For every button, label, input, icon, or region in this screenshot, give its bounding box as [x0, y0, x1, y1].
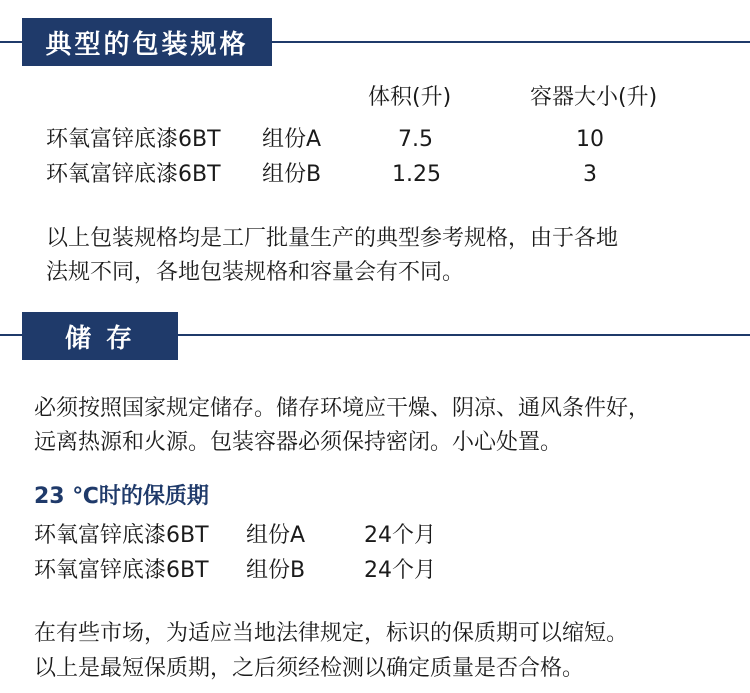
row2-volume: 1.25	[392, 162, 441, 187]
shelf-row1-period: 24个月	[364, 523, 436, 548]
shelf-row1-component: 组份A	[246, 523, 306, 548]
shelf-row2-product: 环氧富锌底漆6BT	[34, 558, 209, 583]
packaging-note-line2: 法规不同，各地包装规格和容量会有不同。	[46, 260, 465, 285]
header-volume: 体积(升)	[368, 85, 452, 110]
row1-component: 组份A	[262, 127, 322, 152]
row1-product: 环氧富锌底漆6BT	[46, 127, 221, 152]
row1-container: 10	[576, 127, 604, 152]
packaging-note-line1: 以上包装规格均是工厂批量生产的典型参考规格，由于各地	[46, 226, 619, 251]
storage-para-line1: 必须按照国家规定储存。储存环境应干燥、阴凉、通风条件好，	[34, 396, 651, 421]
row2-component: 组份B	[262, 162, 322, 187]
row1-volume: 7.5	[398, 127, 433, 152]
shelf-row1-product: 环氧富锌底漆6BT	[34, 523, 209, 548]
shelf-row2-component: 组份B	[246, 558, 306, 583]
shelf-life-title: 23 ℃时的保质期	[34, 484, 209, 509]
shelf-note-line2: 以上是最短保质期，之后须经检测以确定质量是否合格。	[34, 656, 585, 681]
shelf-note-line1: 在有些市场，为适应当地法律规定，标识的保质期可以缩短。	[34, 621, 629, 646]
shelf-row2-period: 24个月	[364, 558, 436, 583]
section-title-packaging: 典型的包装规格	[22, 18, 272, 66]
section-title-storage: 储 存	[22, 312, 178, 360]
row2-product: 环氧富锌底漆6BT	[46, 162, 221, 187]
storage-para-line2: 远离热源和火源。包装容器必须保持密闭。小心处置。	[34, 430, 563, 455]
header-container: 容器大小(升)	[530, 85, 658, 110]
row2-container: 3	[583, 162, 597, 187]
